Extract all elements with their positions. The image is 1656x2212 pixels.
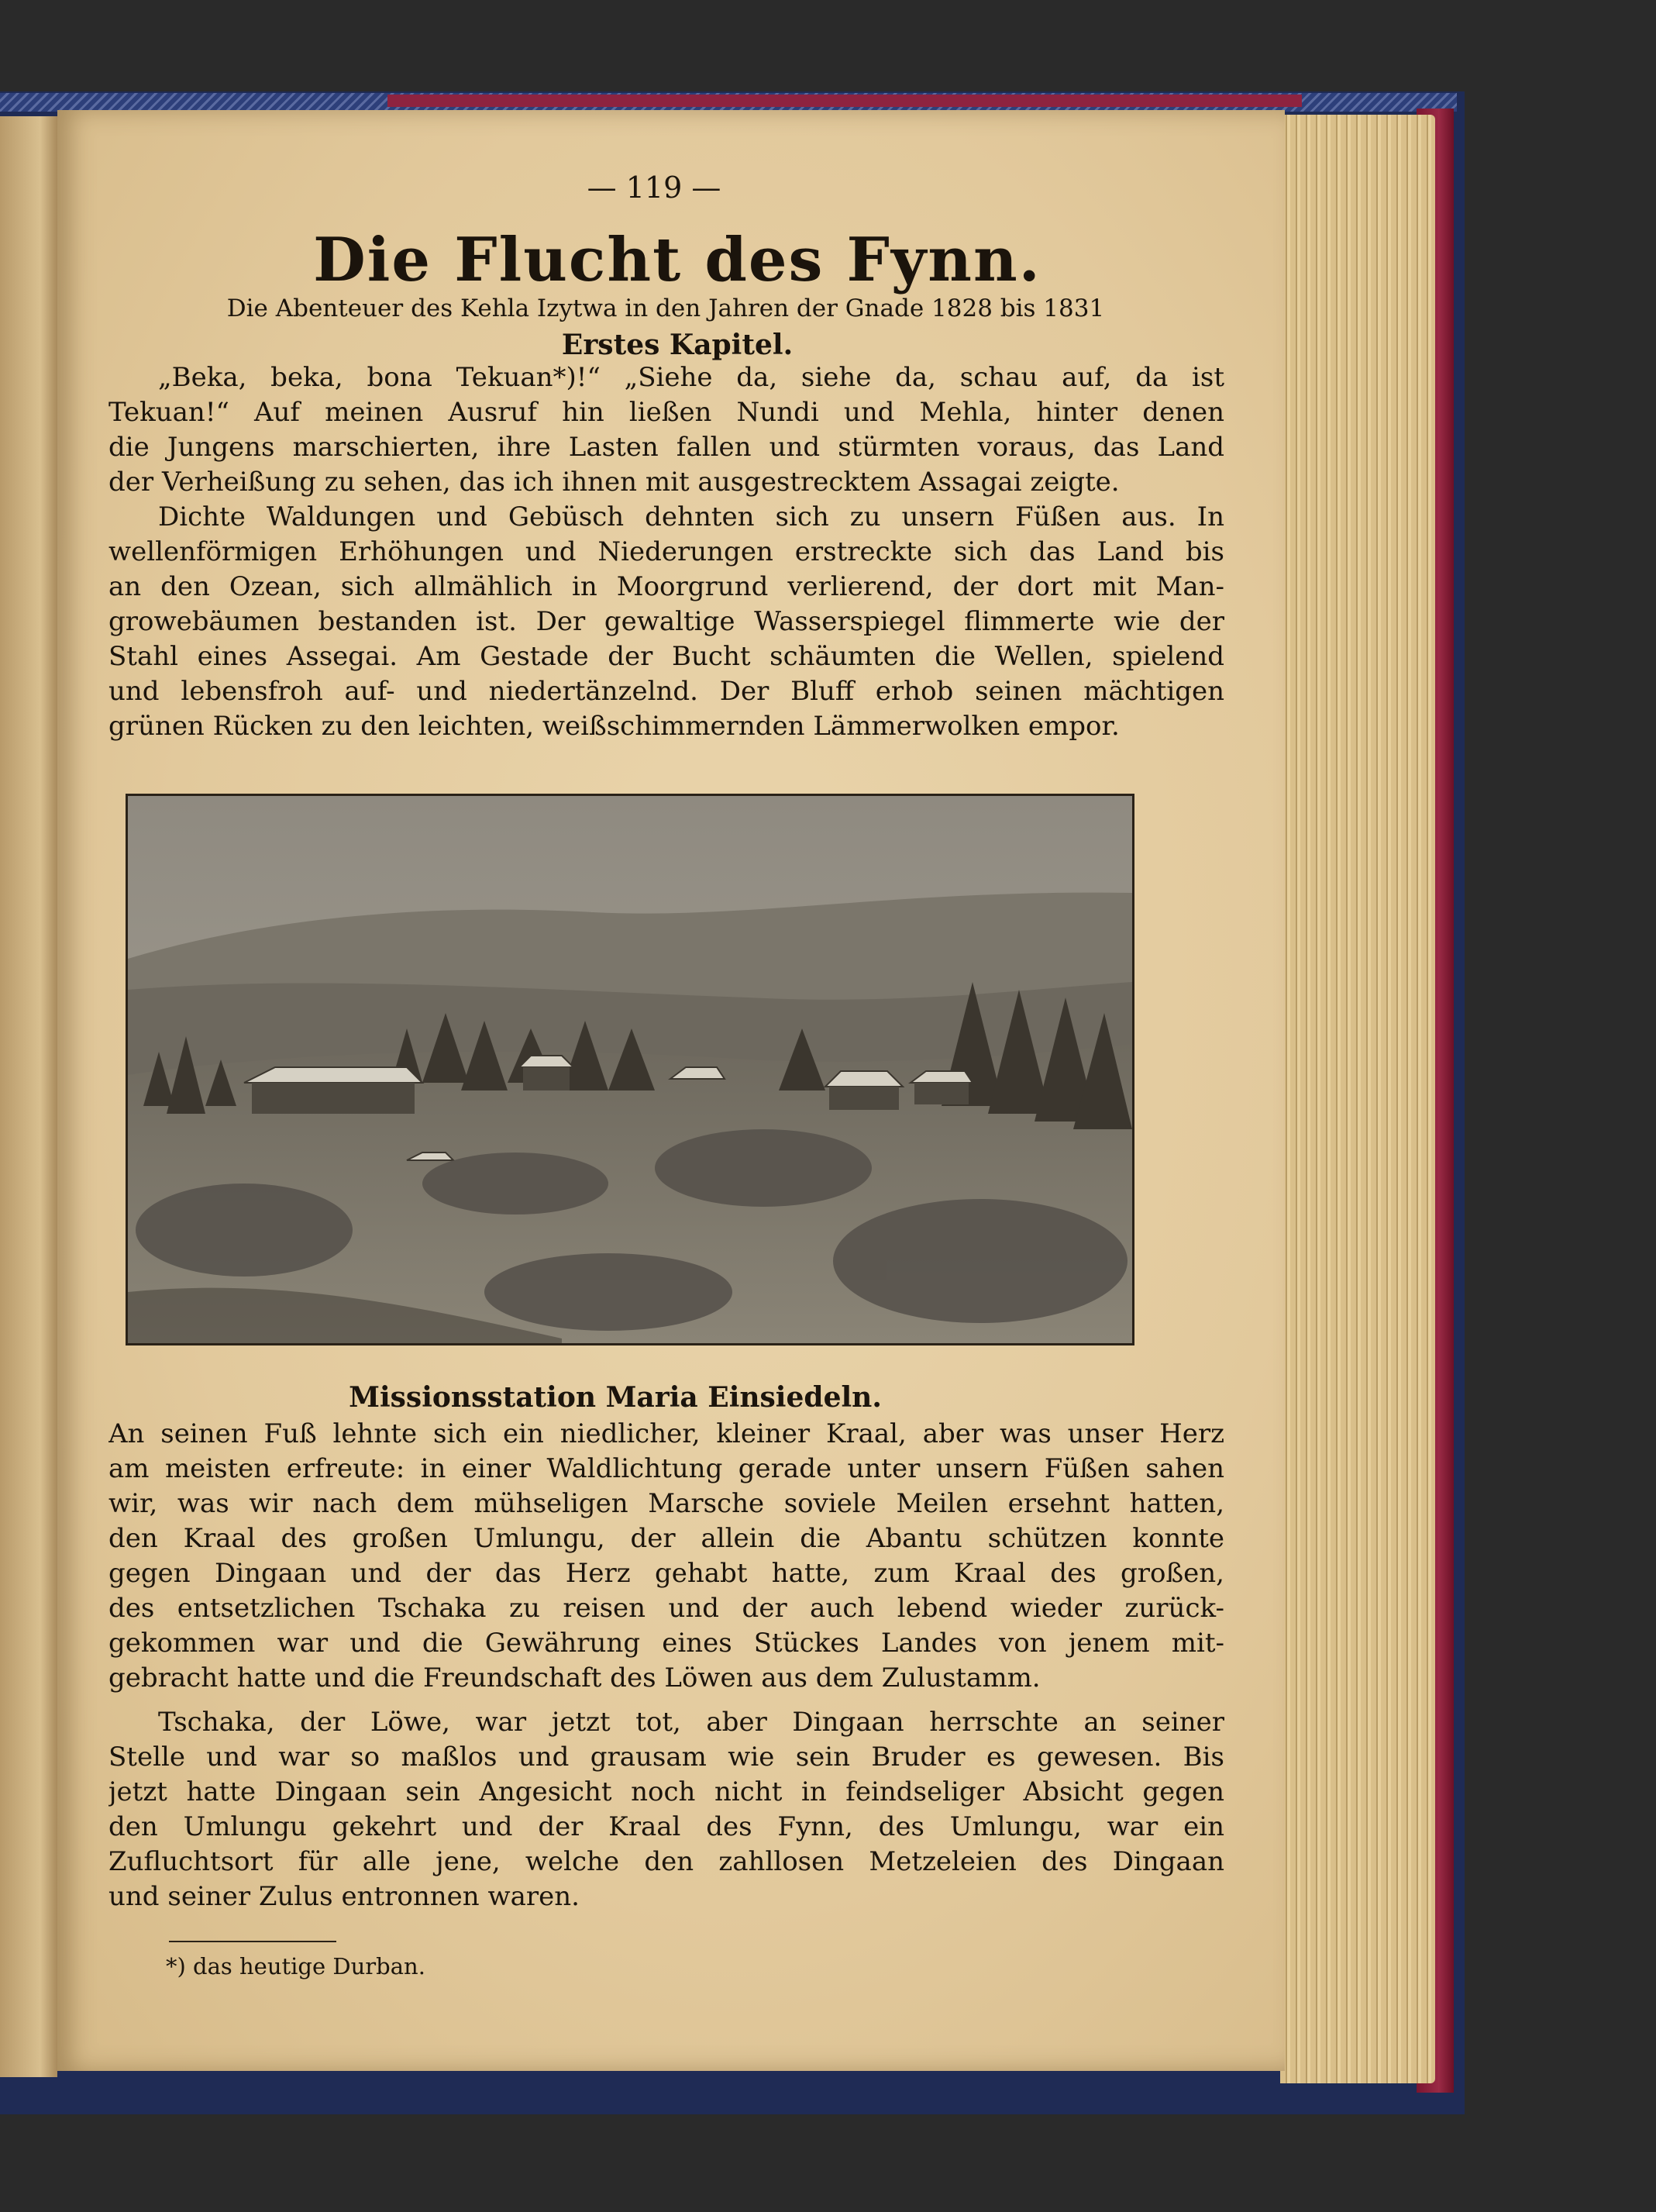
text-line: gebracht hatte und die Freundschaft des Löwen aus dem Zulustamm. bbox=[108, 1662, 1041, 1693]
figure-caption: Missionsstation Maria Einsiedeln. bbox=[349, 1381, 882, 1414]
footnote-rule bbox=[169, 1941, 336, 1942]
text-line: „Beka, beka, bona Tekuan*)!“ „Siehe da, siehe da, schau auf, da ist bbox=[158, 362, 1224, 393]
text-line: und lebensfroh auf- und niedertänzelnd. Der Bluff erhob seinen mächtigen bbox=[108, 676, 1224, 707]
text-line: growebäumen bestanden ist. Der gewaltige Wasserspiegel flimmerte wie der bbox=[108, 606, 1224, 637]
text-line: Dichte Waldungen und Gebüsch dehnten sich zu unsern Füßen aus. In bbox=[158, 501, 1224, 532]
text-line: grünen Rücken zu den leichten, weißschimmernden Lämmerwolken empor. bbox=[108, 711, 1120, 742]
text-line: am meisten erfreute: in einer Waldlichtung gerade unter unsern Füßen sahen bbox=[108, 1453, 1224, 1484]
photo-drawing bbox=[128, 796, 1132, 1343]
chapter-heading: Erstes Kapitel. bbox=[561, 329, 794, 361]
cover-binding-red bbox=[387, 95, 1302, 107]
subtitle: Die Abenteuer des Kehla Izytwa in den Jahren der Gnade 1828 bis 1831 bbox=[226, 295, 1105, 322]
text-line: an den Ozean, sich allmählich in Moorgrund verlierend, der dort mit Man- bbox=[108, 571, 1224, 602]
text-line: An seinen Fuß lehnte sich ein niedlicher, kleiner Kraal, aber was unser Herz bbox=[108, 1418, 1224, 1449]
left-facing-page bbox=[0, 116, 57, 2077]
text-line: Zufluchtsort für alle jene, welche den zahllosen Metzeleien des Dingaan bbox=[108, 1846, 1224, 1877]
text-line: der Verheißung zu sehen, das ich ihnen mit ausgestrecktem Assagai zeigte. bbox=[108, 467, 1120, 498]
text-line: den Umlungu gekehrt und der Kraal des Fynn, des Umlungu, war ein bbox=[108, 1811, 1224, 1842]
text-line: Tekuan!“ Auf meinen Ausruf hin ließen Nundi und Mehla, hinter denen bbox=[108, 397, 1224, 428]
text-line: Stahl eines Assegai. Am Gestade der Bucht schäumten die Wellen, spielend bbox=[108, 641, 1224, 672]
chapter-title: Die Flucht des Fynn. bbox=[313, 225, 1041, 295]
text-line: den Kraal des großen Umlungu, der allein die Abantu schützen konnte bbox=[108, 1523, 1224, 1554]
mission-station-photo bbox=[126, 794, 1134, 1345]
text-line: wir, was wir nach dem mühseligen Marsche soviele Meilen ersehnt hatten, bbox=[108, 1488, 1224, 1519]
text-line: wellenförmigen Erhöhungen und Niederungen erstreckte sich das Land bis bbox=[108, 536, 1224, 567]
page-number: — 119 — bbox=[587, 171, 721, 205]
book-page bbox=[57, 110, 1285, 2071]
text-line: jetzt hatte Dingaan sein Angesicht noch nicht in feindseliger Absicht gegen bbox=[108, 1776, 1224, 1807]
page-edges bbox=[1280, 115, 1435, 2083]
text-line: und seiner Zulus entronnen waren. bbox=[108, 1881, 580, 1912]
footnote: *) das heutige Durban. bbox=[166, 1953, 425, 1979]
text-line: die Jungens marschierten, ihre Lasten fallen und stürmten voraus, das Land bbox=[108, 432, 1224, 463]
text-line: gegen Dingaan und der das Herz gehabt hatte, zum Kraal des großen, bbox=[108, 1558, 1224, 1589]
text-line: Tschaka, der Löwe, war jetzt tot, aber Dingaan herrschte an seiner bbox=[158, 1707, 1224, 1738]
text-line: des entsetzlichen Tschaka zu reisen und der auch lebend wieder zurück- bbox=[108, 1593, 1224, 1624]
text-line: Stelle und war so maßlos und grausam wie sein Bruder es gewesen. Bis bbox=[108, 1742, 1224, 1773]
text-line: gekommen war und die Gewährung eines Stückes Landes von jenem mit- bbox=[108, 1628, 1224, 1659]
